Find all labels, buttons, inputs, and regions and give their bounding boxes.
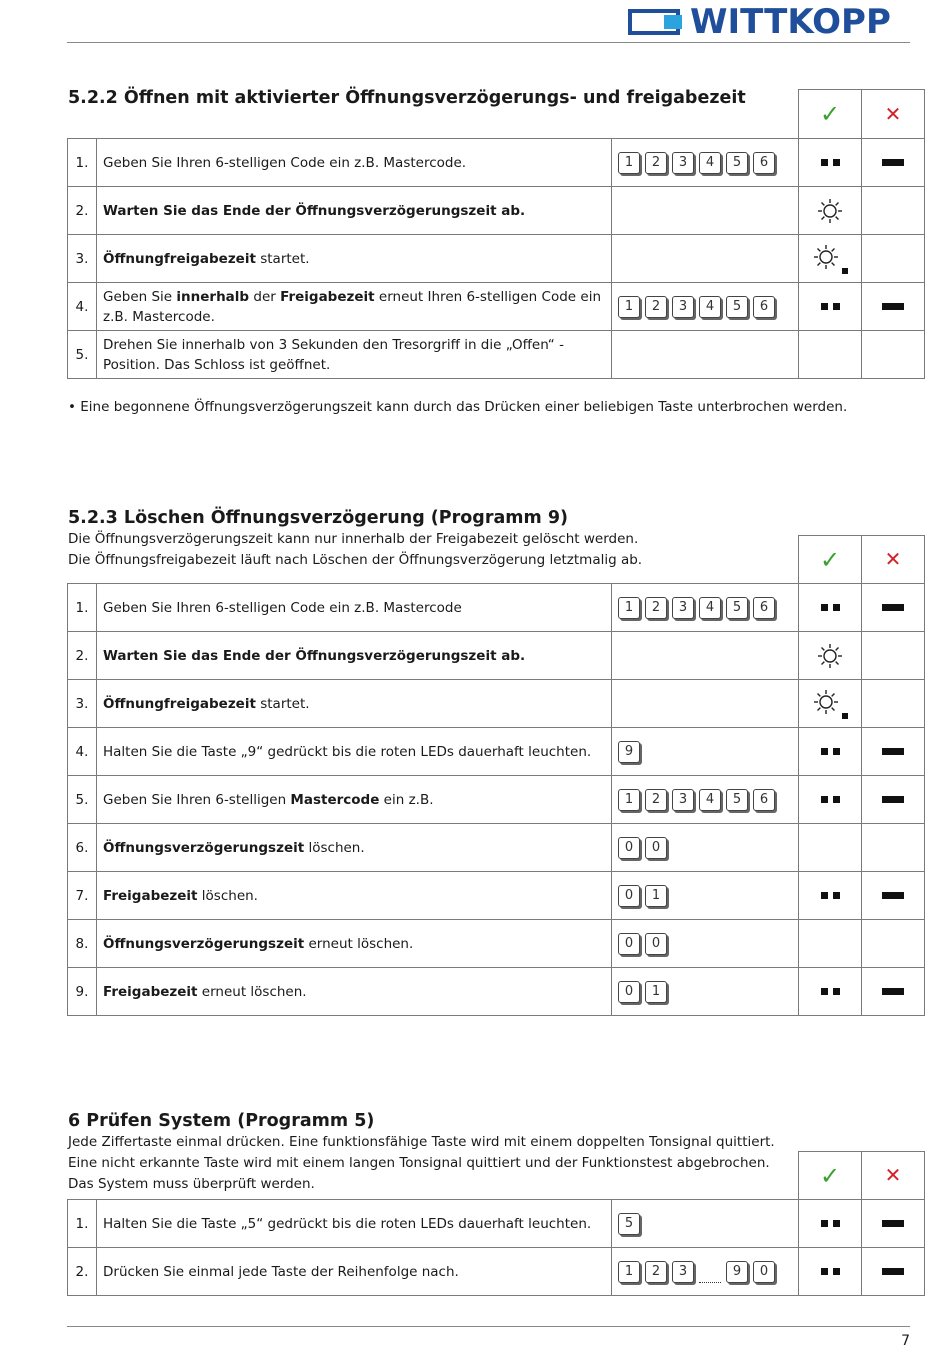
keypad-key: 2 [645,152,667,174]
step-text-part: Drehen Sie innerhalb von 3 Sekunden den Tresorgriff in die „Offen“ - Position. Das Schloss ist geöffnet. [103,336,564,373]
step-text-bold: Warten Sie das Ende der Öffnungsverzögerungszeit ab. [103,202,526,219]
keypad-key: 0 [618,933,640,955]
keypad-key: 1 [618,597,640,619]
key-sequence [612,187,799,235]
cross-icon: ✕ [884,101,902,126]
step-number: 1. [68,139,97,187]
step-number: 3. [68,680,97,728]
step-number: 2. [68,187,97,235]
key-sequence [612,235,799,283]
led-short-signal-icon [821,748,840,755]
led-blink-icon [813,244,839,270]
step-number: 2. [68,1248,97,1296]
key-sequence [612,680,799,728]
keypad-key: 1 [618,296,640,318]
keypad-key: 9 [726,1261,748,1283]
step-text-part: Drücken Sie einmal jede Taste der Reihenfolge nach. [103,1263,459,1280]
keypad-key: 3 [672,152,694,174]
step-text-bold: innerhalb [176,288,250,305]
keypad-key: 5 [618,1213,640,1235]
ok-signal-cell [799,824,862,872]
key-sequence [612,584,799,632]
step-text [97,824,612,872]
err-signal-cell [862,872,925,920]
keypad-key: 1 [618,152,640,174]
keypad-key: 4 [699,789,721,811]
step-text-part: erneut löschen. [197,983,307,1000]
key-sequence [612,824,799,872]
keypad-key: 1 [645,981,667,1003]
header-spacer [97,536,612,584]
keypad-key: 0 [645,837,667,859]
step-number: 7. [68,872,97,920]
err-signal-cell [862,680,925,728]
step-text [97,680,612,728]
keypad-key: 6 [753,789,775,811]
key-sequence [612,632,799,680]
table-row [68,187,925,235]
keypad-key: 6 [753,597,775,619]
header-spacer [612,90,799,139]
table-row [68,872,925,920]
keypad-key: 9 [618,741,640,763]
key-ellipsis [699,1268,721,1283]
brand-logo [628,4,891,40]
keypad-key: 0 [645,933,667,955]
err-signal-cell [862,968,925,1016]
table-row [68,632,925,680]
keypad-key: 0 [753,1261,775,1283]
led-short-signal-icon [821,159,840,166]
step-text [97,872,612,920]
led-short-signal-icon [821,988,840,995]
header-spacer [97,90,612,139]
header-err-cell [862,90,925,139]
step-text [97,283,612,331]
keypad-key: 0 [618,981,640,1003]
step-text-part: der [249,288,281,305]
err-signal-cell [862,331,925,379]
header-spacer [68,90,97,139]
check-icon: ✓ [819,100,841,128]
led-short-signal-icon [821,303,840,310]
err-signal-cell [862,824,925,872]
led-long-signal-icon [882,892,904,899]
header-err-cell [862,536,925,584]
ok-signal-cell [799,776,862,824]
ok-signal-cell [799,1248,862,1296]
keypad-key: 0 [618,885,640,907]
cross-icon: ✕ [884,547,902,571]
table-row [68,235,925,283]
step-number: 1. [68,584,97,632]
check-icon: ✓ [819,1161,841,1190]
step-number: 3. [68,235,97,283]
led-blink-with-dot [813,689,848,715]
step-text-part: Geben Sie Ihren 6-stelligen Code ein z.B. Mastercode [103,599,462,616]
err-signal-cell [862,1248,925,1296]
ok-signal-cell [799,1200,862,1248]
intro-line: Die Öffnungsfreigabezeit läuft nach Löschen der Öffnungsverzögerung letztmalig ab. [68,552,643,568]
err-signal-cell [862,283,925,331]
intro-line: Das System muss überprüft werden. [68,1176,315,1192]
key-sequence [612,283,799,331]
keypad-key: 3 [672,789,694,811]
header-spacer [612,536,799,584]
ok-signal-cell [799,680,862,728]
ok-signal-cell [799,187,862,235]
step-text-part: ein z.B. [379,791,434,808]
header-ok-cell [799,536,862,584]
key-sequence [612,1248,799,1296]
ok-signal-cell [799,139,862,187]
step-number: 5. [68,331,97,379]
table-row [68,283,925,331]
section-note-522: • Eine begonnene Öffnungsverzögerungszeit kann durch das Drücken einer beliebigen Taste unterbrochen werden. [68,399,848,415]
step-text-part: startet. [255,695,310,712]
table-row [68,824,925,872]
ok-signal-cell [799,235,862,283]
key-sequence [612,776,799,824]
step-text-bold: Öffnungsverzögerungszeit [103,839,305,856]
header-err-cell [862,1152,925,1200]
step-text-bold: Warten Sie das Ende der Öffnungsverzögerungszeit ab. [103,647,526,664]
header-spacer [97,1152,612,1200]
keypad-key: 0 [618,837,640,859]
key-sequence [612,920,799,968]
brand-name: WITTKOPP [690,2,891,42]
led-long-signal-icon [882,988,904,995]
steps-table-6 [67,1151,925,1296]
step-number: 2. [68,632,97,680]
steps-table-523 [67,535,925,1016]
step-text [97,1200,612,1248]
led-dot-icon [842,268,848,274]
ok-signal-cell [799,283,862,331]
section-title-523: 5.2.3 Löschen Öffnungsverzögerung (Programm 9) [68,508,568,528]
keypad-key: 6 [753,296,775,318]
ok-signal-cell [799,331,862,379]
section-title-522: 5.2.2 Öffnen mit aktivierter Öffnungsverzögerungs- und freigabezeit [68,88,746,108]
ok-signal-cell [799,920,862,968]
led-short-signal-icon [821,796,840,803]
header-ok-cell [799,1152,862,1200]
led-blink-icon [813,689,839,715]
step-text [97,776,612,824]
step-text-part: Geben Sie Ihren 6-stelligen Code ein z.B. Mastercode. [103,154,467,171]
led-short-signal-icon [821,1220,840,1227]
keypad-key: 4 [699,597,721,619]
table-row [68,1248,925,1296]
led-long-signal-icon [882,1220,904,1227]
step-text-part: Halten Sie die Taste „9“ gedrückt bis die roten LEDs dauerhaft leuchten. [103,743,592,760]
led-long-signal-icon [882,604,904,611]
step-number: 9. [68,968,97,1016]
header-ok-cell [799,90,862,139]
keypad-key: 2 [645,1261,667,1283]
step-number: 1. [68,1200,97,1248]
led-short-signal-icon [821,604,840,611]
table-header-row [68,536,925,584]
key-sequence [612,872,799,920]
step-text [97,1248,612,1296]
page-number: 7 [901,1333,910,1349]
step-number: 6. [68,824,97,872]
keypad-key: 3 [672,296,694,318]
led-long-signal-icon [882,303,904,310]
led-short-signal-icon [821,1268,840,1275]
table-row [68,331,925,379]
led-short-signal-icon [821,892,840,899]
keypad-key: 6 [753,152,775,174]
keypad-key: 1 [645,885,667,907]
step-text [97,920,612,968]
keypad-key: 2 [645,597,667,619]
step-text-bold: Öffnungsverzögerungszeit [103,935,305,952]
ok-signal-cell [799,872,862,920]
step-number: 5. [68,776,97,824]
table-row [68,1200,925,1248]
section-title-6: 6 Prüfen System (Programm 5) [68,1111,375,1131]
header-divider [67,42,910,43]
ok-signal-cell [799,968,862,1016]
header-spacer [68,1152,97,1200]
err-signal-cell [862,728,925,776]
step-text-part: Geben Sie Ihren 6-stelligen [103,791,291,808]
table-row [68,776,925,824]
intro-line: Die Öffnungsverzögerungszeit kann nur innerhalb der Freigabezeit gelöscht werden. [68,531,639,547]
table-header-row [68,1152,925,1200]
step-text-part: löschen. [197,887,258,904]
step-text [97,139,612,187]
ok-signal-cell [799,728,862,776]
led-dot-icon [842,713,848,719]
keypad-key: 3 [672,597,694,619]
keypad-key: 4 [699,296,721,318]
err-signal-cell [862,1200,925,1248]
err-signal-cell [862,632,925,680]
keypad-key: 5 [726,152,748,174]
led-long-signal-icon [882,796,904,803]
step-text-part: erneut löschen. [304,935,414,952]
step-number: 4. [68,283,97,331]
keypad-key: 2 [645,789,667,811]
err-signal-cell [862,584,925,632]
table-row [68,680,925,728]
err-signal-cell [862,187,925,235]
step-text-part: erneut Ihren 6-stelligen Code ein z.B. Mastercode. [103,288,601,325]
keypad-key: 5 [726,296,748,318]
led-blink-with-dot [813,244,848,270]
table-row [68,728,925,776]
key-sequence [612,331,799,379]
keypad-key: 5 [726,789,748,811]
step-text-bold: Freigabezeit [103,983,198,1000]
check-icon: ✓ [819,545,841,574]
step-text [97,632,612,680]
table-row [68,920,925,968]
step-text [97,235,612,283]
keypad-key: 1 [618,1261,640,1283]
header-spacer [612,1152,799,1200]
footer-divider [67,1326,910,1327]
step-text-bold: Öffnungfreigabezeit [103,695,256,712]
ok-signal-cell [799,584,862,632]
led-blink-icon [817,643,843,669]
key-sequence [612,968,799,1016]
key-sequence [612,728,799,776]
err-signal-cell [862,235,925,283]
key-sequence [612,1200,799,1248]
table-row [68,968,925,1016]
step-text [97,187,612,235]
ok-signal-cell [799,632,862,680]
keypad-key: 1 [618,789,640,811]
table-row [68,139,925,187]
err-signal-cell [862,139,925,187]
step-text-bold: Freigabezeit [280,288,375,305]
header-spacer [68,536,97,584]
intro-line: Jede Ziffertaste einmal drücken. Eine funktionsfähige Taste wird mit einem doppelten Tonsignal quittiert. [68,1134,775,1150]
steps-table-522 [67,89,925,379]
step-number: 4. [68,728,97,776]
step-text-bold: Mastercode [290,791,380,808]
cross-icon: ✕ [884,1163,902,1187]
keypad-key: 5 [726,597,748,619]
err-signal-cell [862,920,925,968]
keypad-key: 2 [645,296,667,318]
step-text [97,584,612,632]
step-text [97,728,612,776]
table-header-row [68,90,925,139]
step-text-part: startet. [255,250,310,267]
brand-logo-mark [628,7,688,37]
err-signal-cell [862,776,925,824]
step-text-bold: Freigabezeit [103,887,198,904]
step-text [97,331,612,379]
keypad-key: 3 [672,1261,694,1283]
step-text-bold: Öffnungfreigabezeit [103,250,256,267]
led-long-signal-icon [882,159,904,166]
intro-line: Eine nicht erkannte Taste wird mit einem langen Tonsignal quittiert und der Funktionstest abgebrochen. [68,1155,770,1171]
table-row [68,584,925,632]
led-blink-icon [817,198,843,224]
keypad-key: 4 [699,152,721,174]
step-number: 8. [68,920,97,968]
led-long-signal-icon [882,1268,904,1275]
step-text-part: löschen. [304,839,365,856]
step-text-part: Geben Sie [103,288,177,305]
step-text-part: Halten Sie die Taste „5“ gedrückt bis die roten LEDs dauerhaft leuchten. [103,1215,592,1232]
led-long-signal-icon [882,748,904,755]
step-text [97,968,612,1016]
key-sequence [612,139,799,187]
